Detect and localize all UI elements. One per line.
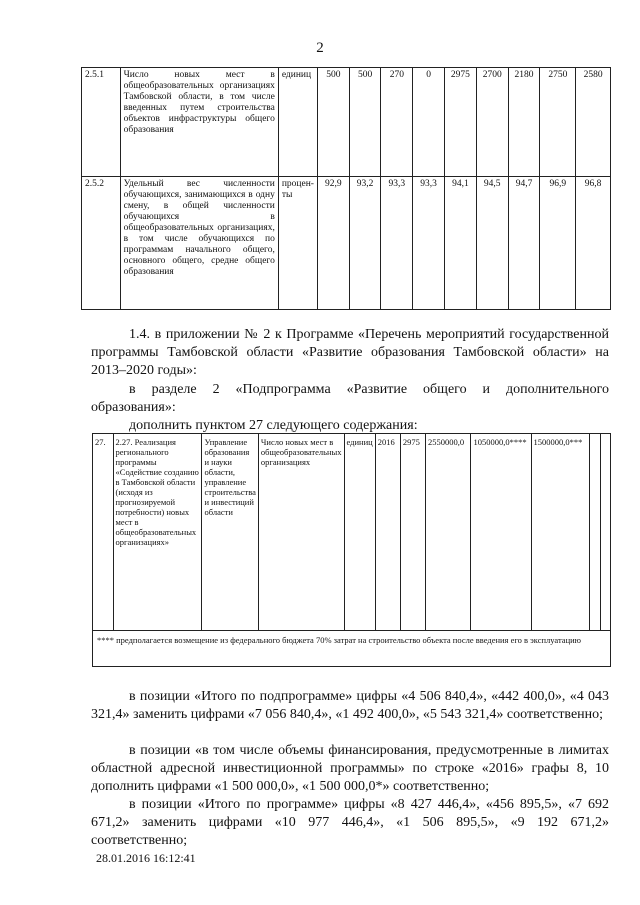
paragraph-5: в позиции «в том числе объемы финансирования, предусмотренные в лимитах областной адресной инвестиционной программы» по строке «2016» графы 8, 10 дополнить цифрами «1 500 000,0», «1 500 000,0*» соответственно; [91,743,609,794]
row-description: Удельный вес численности обучающихся, занимающихся в одну смену, в общей численности обучающихся в общеобразовательных организациях, в том числе обучающихся по программам начального общего, основного общего, средне общего образования [120,177,278,310]
paragraph-1: 1.4. в приложении № 2 к Программе «Перечень мероприятий государственной программы Тамбовской области «Развитие образования Тамбовской области» на 2013–2020 годы»: [91,327,609,378]
row-value: 96,8 [576,177,611,310]
table-footnote: **** предполагается возмещение из федерального бюджета 70% затрат на строительство объекта после введения его в эксплуатацию [93,631,611,667]
item-year: 2016 [375,434,400,631]
table-row [93,434,611,631]
item-regional: 1500000,0*** [531,434,589,631]
row-unit: единиц [278,68,317,177]
item-executor: Управление образования и науки области, управление строительства и инвестиций области [202,434,258,631]
row-value: 2180 [508,68,540,177]
table-row [82,68,611,177]
measures-table [92,433,611,667]
row-value: 2975 [444,68,476,177]
item-federal: 1050000,0**** [471,434,531,631]
row-value: 2580 [576,68,611,177]
row-value: 93,3 [381,177,413,310]
paragraph-6: в позиции «Итого по программе» цифры «8 427 446,4», «456 895,5», «7 692 671,2» заменить цифрами «10 977 446,4», «1 506 895,5», «9 192 671,2» соответственно; [91,797,609,848]
paragraph-4: в позиции «Итого по подпрограмме» цифры «4 506 840,4», «442 400,0», «4 043 321,4» заменить цифрами «7 056 840,4», «1 492 400,0», «5 543 321,4» соответственно; [91,689,609,722]
paragraph-2: в разделе 2 «Подпрограмма «Развитие общего и дополнительного образования»: [91,382,609,415]
row-value: 94,5 [476,177,508,310]
row-unit: процен-ты [278,177,317,310]
row-description: Число новых мест в общеобразовательных организациях Тамбовской области, в том числе введенных путем строительства объектов инфраструктуры общего образования [120,68,278,177]
row-value: 93,3 [413,177,445,310]
item-total: 2550000,0 [426,434,471,631]
page-number: 2 [316,40,324,56]
row-value: 270 [381,68,413,177]
item-number: 27. [93,434,114,631]
row-value: 2700 [476,68,508,177]
item-indicator: Число новых мест в общеобразовательных организациях [258,434,344,631]
row-value: 500 [317,68,349,177]
row-value: 92,9 [317,177,349,310]
row-value: 500 [349,68,381,177]
row-id: 2.5.2 [82,177,121,310]
item-name: 2.27. Реализация регионального программы «Содействие созданию в Тамбовской области (исходя из прогнозируемой потребности) новых мест в общеобразовательных организациях» [113,434,202,631]
timestamp: 28.01.2016 16:12:41 [96,851,196,865]
row-value: 94,7 [508,177,540,310]
table-row [93,631,611,667]
empty-cell [600,434,610,631]
row-value: 0 [413,68,445,177]
indicators-table [81,67,611,310]
item-value: 2975 [400,434,425,631]
row-id: 2.5.1 [82,68,121,177]
row-value: 2750 [540,68,576,177]
paragraph-3: дополнить пунктом 27 следующего содержания: [129,418,418,433]
row-value: 94,1 [444,177,476,310]
item-unit: единиц [344,434,375,631]
row-value: 96,9 [540,177,576,310]
table-row [82,177,611,310]
empty-cell [589,434,600,631]
row-value: 93,2 [349,177,381,310]
